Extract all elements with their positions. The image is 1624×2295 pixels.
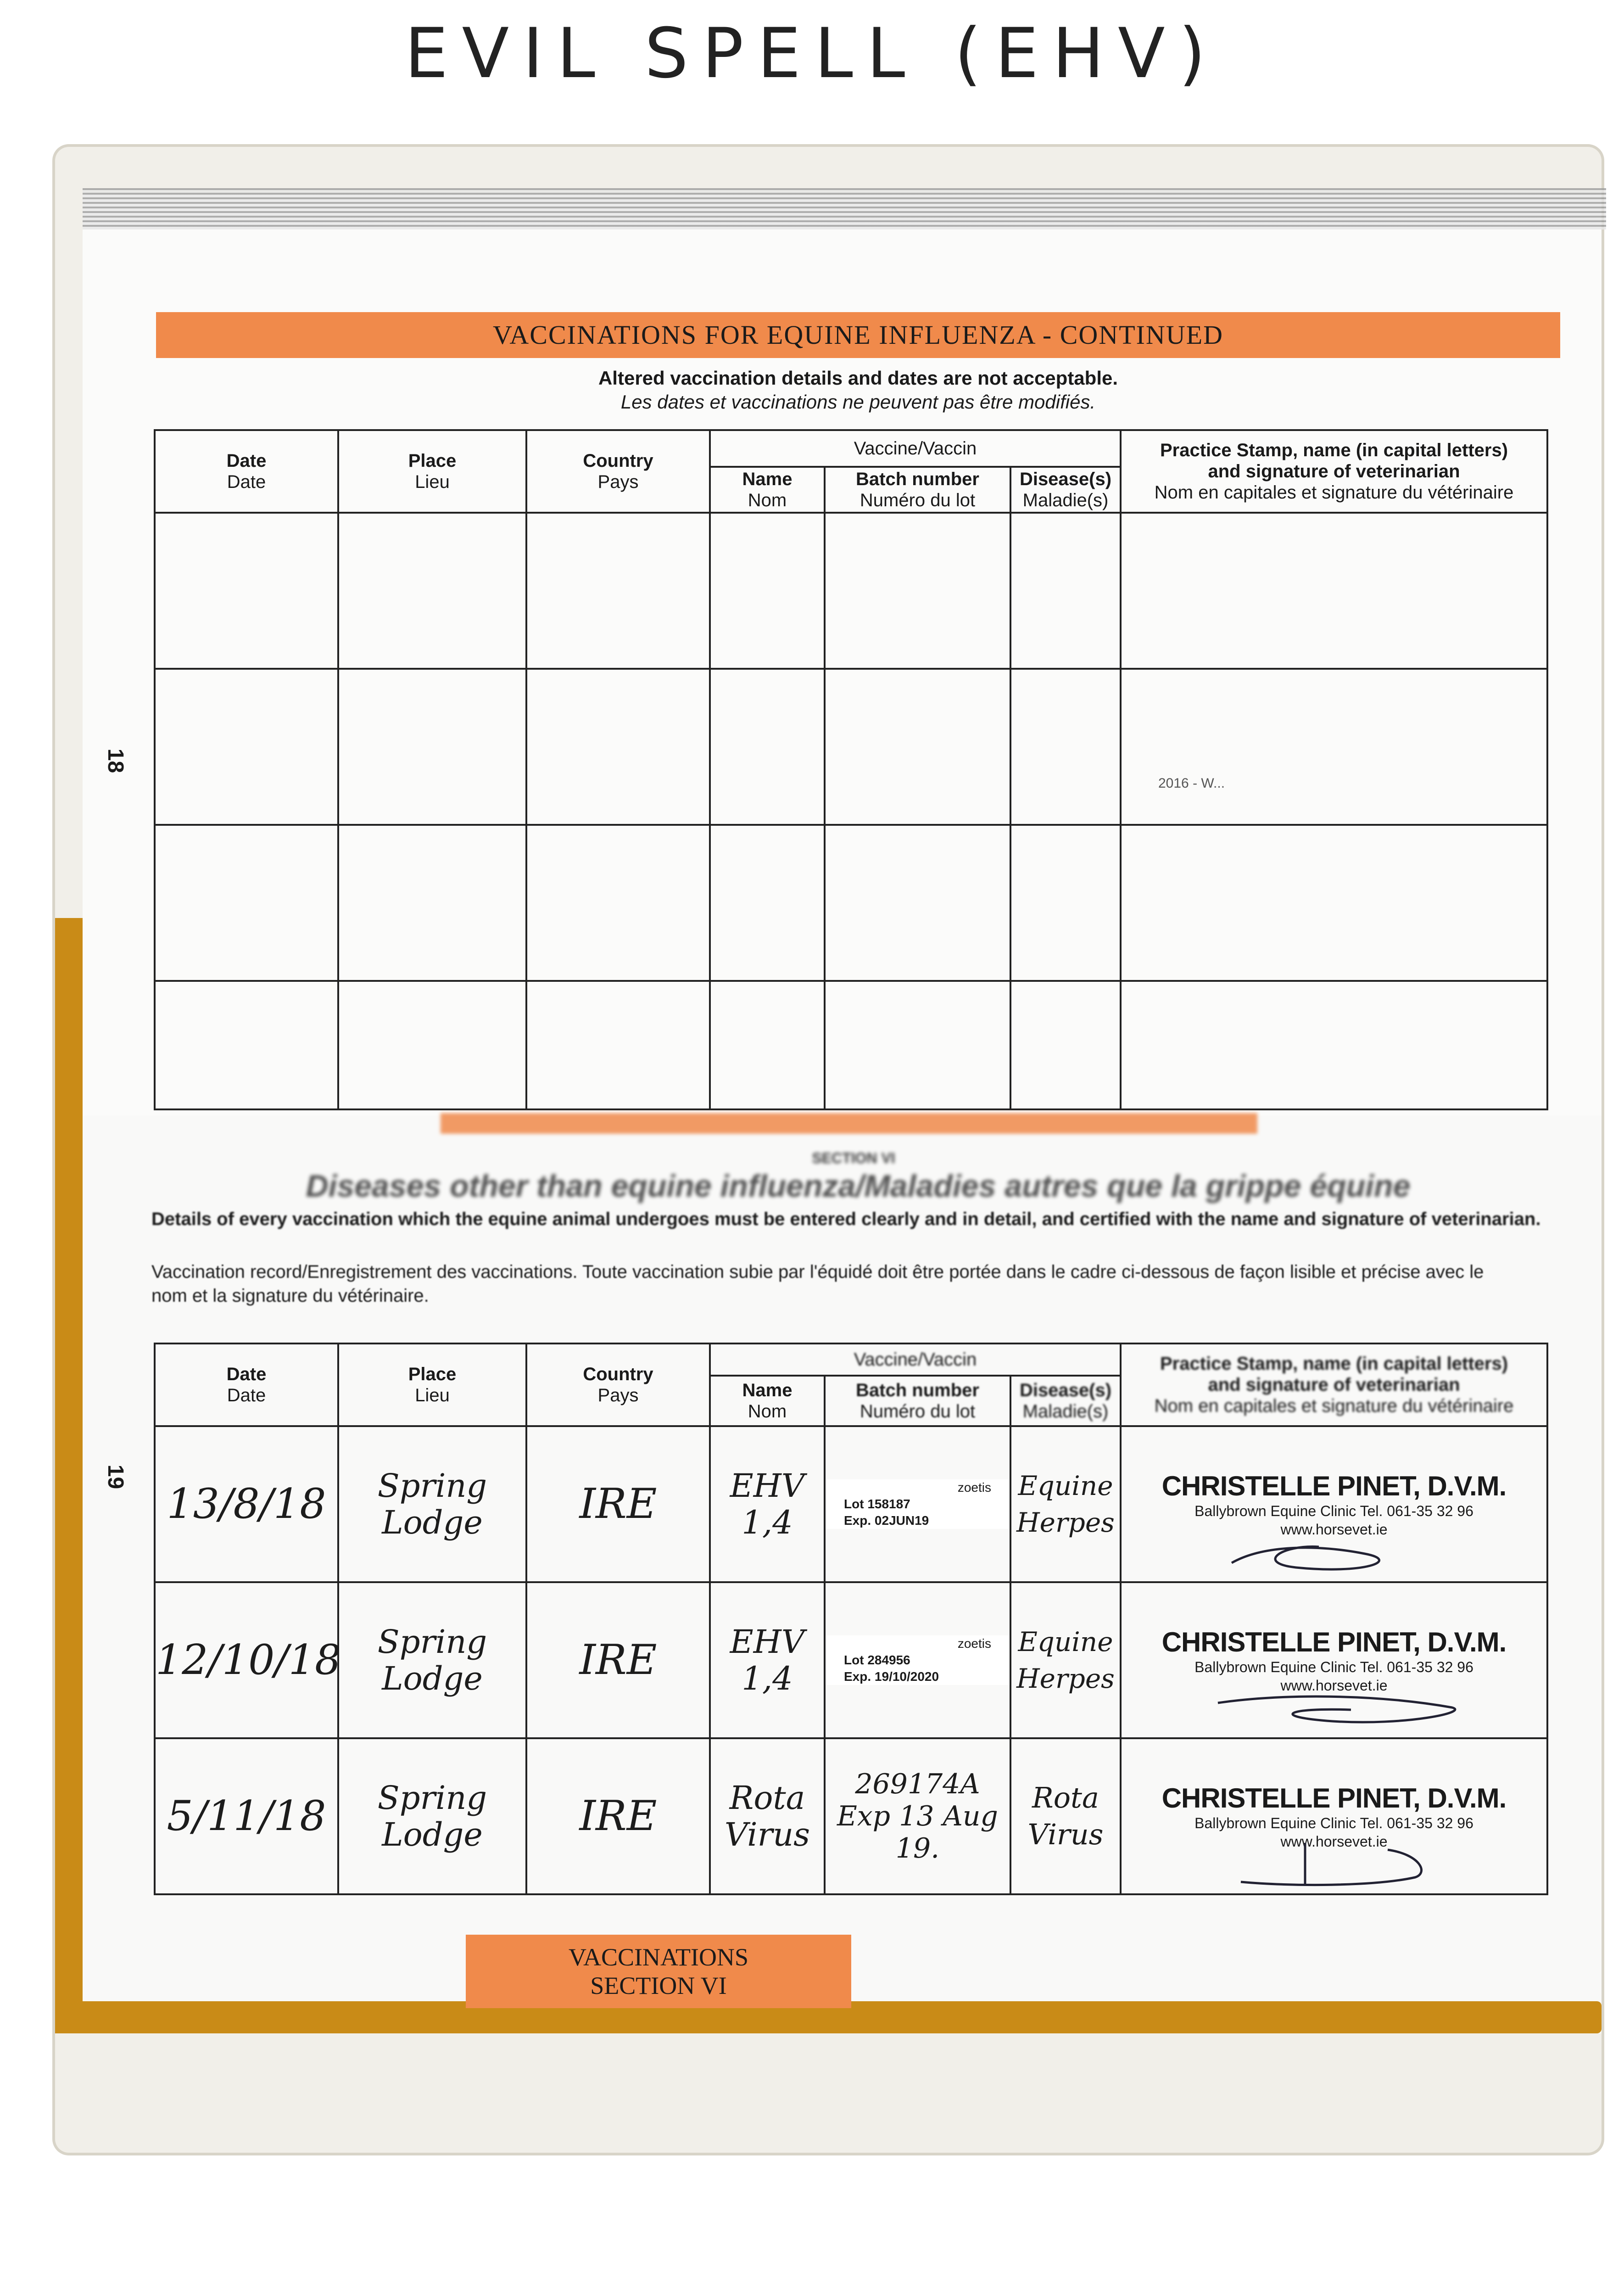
page-number-18: 18 xyxy=(103,748,128,773)
col-name: Name Nom xyxy=(710,467,825,513)
influenza-table xyxy=(154,429,1548,1110)
vaccine-label-sticker: zoetis Lot 284956 Exp. 19/10/2020 xyxy=(826,1635,1010,1685)
row3-vaccine-name: Rota Virus xyxy=(710,1738,825,1894)
col-country: Country Pays xyxy=(526,1343,710,1426)
row2-vet-stamp: CHRISTELLE PINET, D.V.M. Ballybrown Equine Clinic Tel. 061-35 32 96 www.horsevet.ie xyxy=(1121,1582,1547,1738)
col-stamp: Practice Stamp, name (in capital letters) and signature of veterinarian Nom en capitales et signature du vétérinaire xyxy=(1121,430,1547,513)
col-vaccine: Vaccine/Vaccin xyxy=(710,1343,1121,1376)
page-number-19: 19 xyxy=(103,1464,128,1489)
col-date: Date Date xyxy=(155,430,338,513)
col-disease: Disease(s) Maladie(s) xyxy=(1010,467,1121,513)
signature-icon xyxy=(1236,1841,1429,1891)
col-disease: Disease(s) Maladie(s) xyxy=(1010,1376,1121,1426)
row2-date: 12/10/18 xyxy=(155,1582,338,1738)
signature-icon xyxy=(1227,1535,1420,1577)
altered-note-en: Altered vaccination details and dates are not acceptable. xyxy=(598,367,1118,389)
row3-vet-stamp: CHRISTELLE PINET, D.V.M. Ballybrown Equine Clinic Tel. 061-35 32 96 www.horsevet.ie xyxy=(1121,1738,1547,1894)
table-row xyxy=(155,1738,1547,1894)
table-row xyxy=(155,669,1547,825)
vaccine-label-sticker: zoetis Lot 158187 Exp. 02JUN19 xyxy=(826,1479,1010,1529)
faint-mark: 2016 - W... xyxy=(1158,776,1225,791)
row1-vet-stamp: CHRISTELLE PINET, D.V.M. Ballybrown Equine Clinic Tel. 061-35 32 96 www.horsevet.ie xyxy=(1121,1426,1547,1582)
row2-country: IRE xyxy=(526,1582,710,1738)
col-batch: Batch number Numéro du lot xyxy=(825,1376,1010,1426)
row2-batch xyxy=(825,1582,1010,1738)
section-title: Diseases other than equine influenza/Maladies autres que la grippe équine xyxy=(306,1169,1411,1203)
col-vaccine: Vaccine/Vaccin xyxy=(710,430,1121,467)
col-batch: Batch number Numéro du lot xyxy=(825,467,1010,513)
col-name: Name Nom xyxy=(710,1376,825,1426)
row2-disease: Equine Herpes xyxy=(1010,1582,1121,1738)
influenza-banner: VACCINATIONS FOR EQUINE INFLUENZA - CONTINUED xyxy=(156,312,1560,358)
section-footer: VACCINATIONS SECTION VI xyxy=(466,1935,851,2008)
row3-date: 5/11/18 xyxy=(155,1738,338,1894)
altered-note-fr: Les dates et vaccinations ne peuvent pas être modifiés. xyxy=(620,391,1096,413)
col-place: Place Lieu xyxy=(338,430,526,513)
col-stamp: Practice Stamp, name (in capital letters) and signature of veterinarian Nom en capitales et signature du vétérinaire xyxy=(1121,1343,1547,1426)
row3-batch: 269174A Exp 13 Aug 19. xyxy=(825,1738,1010,1894)
handwritten-horse-name: EVIL SPELL (EHV) xyxy=(404,14,1220,94)
table-row xyxy=(155,1426,1547,1582)
table-row xyxy=(155,825,1547,981)
row2-vaccine-name: EHV 1,4 xyxy=(710,1582,825,1738)
blurred-banner xyxy=(441,1113,1257,1134)
table-row xyxy=(155,981,1547,1109)
row1-date: 13/8/18 xyxy=(155,1426,338,1582)
signature-icon xyxy=(1213,1689,1470,1730)
row3-country: IRE xyxy=(526,1738,710,1894)
instruction-fr: Vaccination record/Enregistrement des vaccinations. Toute vaccination subie par l'équidé doit être portée dans le cadre ci-dessous de façon lisible et précise avec le nom et la signature du vétérinaire. xyxy=(151,1262,1484,1306)
page-edges xyxy=(83,188,1606,230)
col-place: Place Lieu xyxy=(338,1343,526,1426)
col-date: Date Date xyxy=(155,1343,338,1426)
row1-batch xyxy=(825,1426,1010,1582)
section-label: SECTION VI xyxy=(812,1150,895,1166)
row1-disease: Equine Herpes xyxy=(1010,1426,1121,1582)
other-diseases-table xyxy=(154,1343,1548,1895)
row2-place: Spring Lodge xyxy=(338,1582,526,1738)
table-row xyxy=(155,1582,1547,1738)
row1-country: IRE xyxy=(526,1426,710,1582)
row3-place: Spring Lodge xyxy=(338,1738,526,1894)
row1-vaccine-name: EHV 1,4 xyxy=(710,1426,825,1582)
col-country: Country Pays xyxy=(526,430,710,513)
instruction-en: Details of every vaccination which the equine animal undergoes must be entered clearly and in detail, and certified with the name and signature of veterinarian. xyxy=(151,1209,1541,1229)
row1-place: Spring Lodge xyxy=(338,1426,526,1582)
row3-disease: Rota Virus xyxy=(1010,1738,1121,1894)
passport-cover-edge xyxy=(55,918,83,2033)
table-row xyxy=(155,513,1547,669)
